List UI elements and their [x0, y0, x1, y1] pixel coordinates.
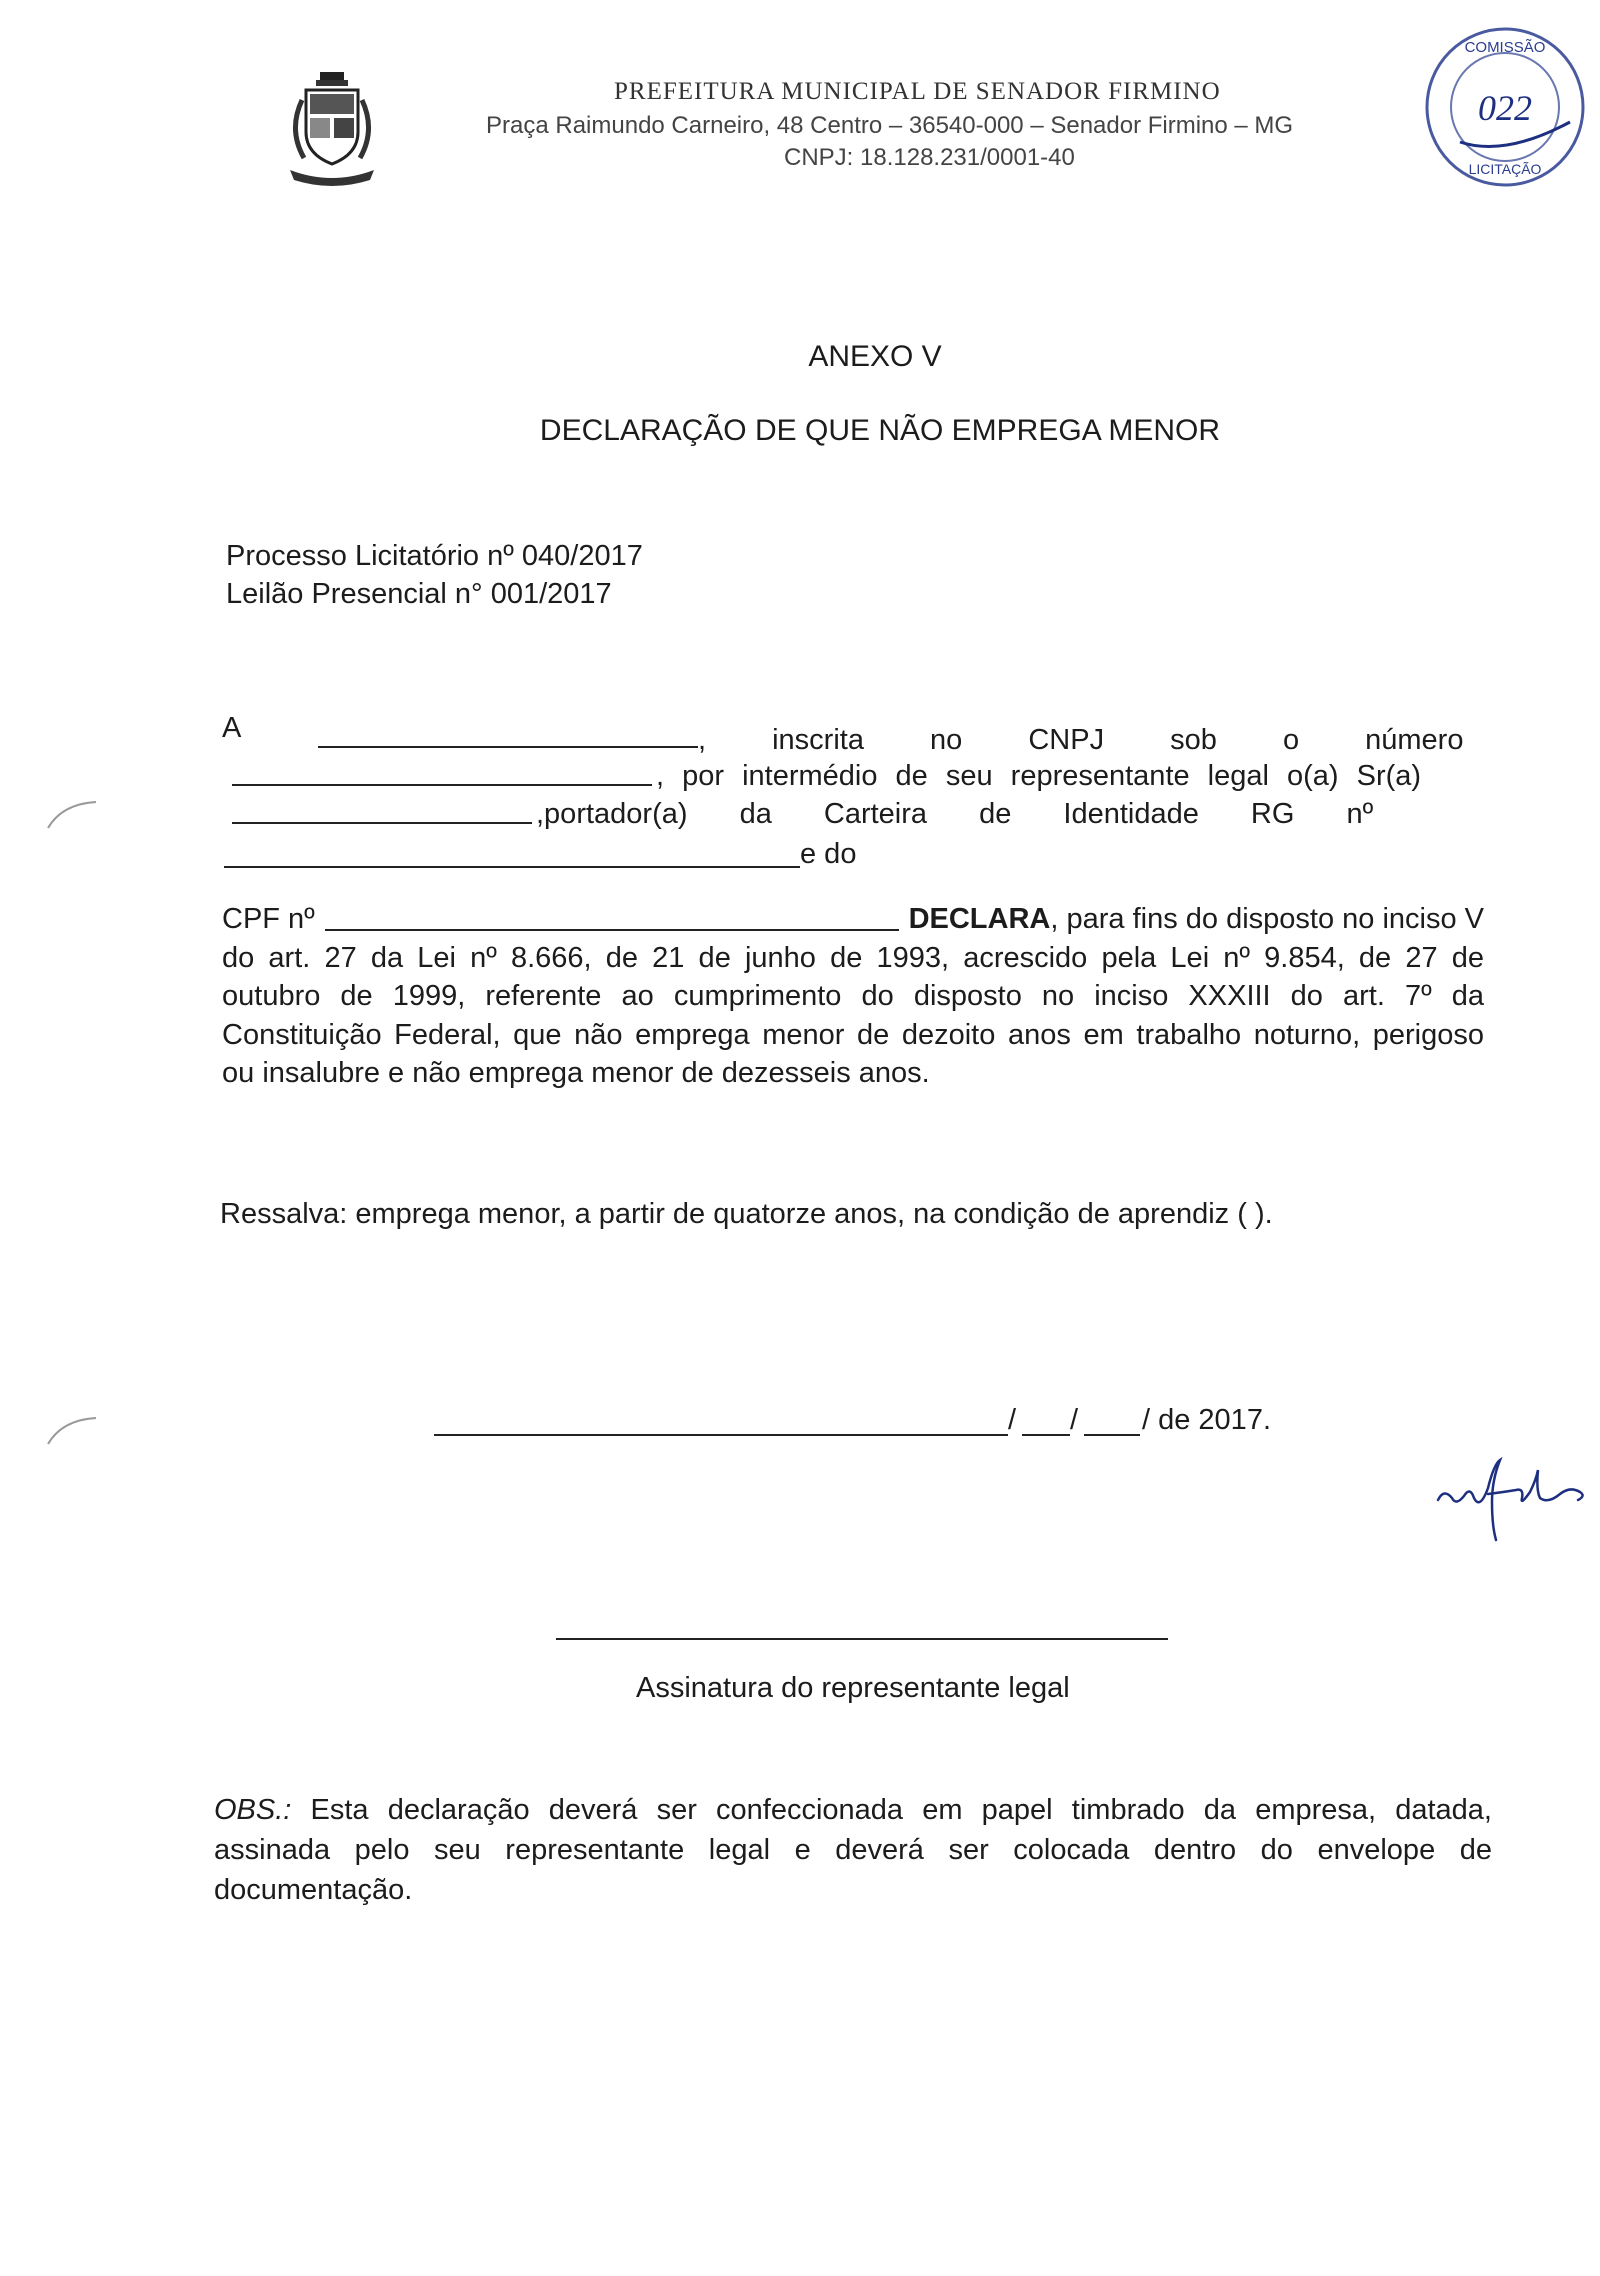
municipality-address: Praça Raimundo Carneiro, 48 Centro – 36540-000 – Senador Firmino – MG: [486, 112, 1294, 139]
form-prefix-a: A: [222, 712, 242, 744]
obs-label: OBS.:: [214, 1794, 292, 1826]
date-slash-2: /: [1070, 1404, 1079, 1436]
obs-line-1: [214, 1790, 1492, 1830]
declara-keyword: DECLARA: [908, 903, 1051, 935]
cnpj-number-blank: [232, 784, 652, 786]
declaration-line-1-rest: , para fins do disposto no inciso V: [1050, 903, 1484, 935]
company-name-blank: [318, 746, 698, 748]
form-row1-text: , inscrita no CNPJ sob o número: [698, 724, 1464, 756]
date-slash-1: /: [1008, 1404, 1017, 1436]
signature-label: Assinatura do representante legal: [636, 1672, 1070, 1704]
commission-stamp: [1420, 22, 1590, 192]
obs-line-3: documentação.: [214, 1874, 413, 1906]
day-blank: [1022, 1434, 1070, 1436]
declaration-line-5: ou insalubre e não emprega menor de dezesseis anos.: [222, 1057, 930, 1089]
signature-blank: [556, 1638, 1168, 1640]
process-licitatorio: Processo Licitatório nº 040/2017: [226, 540, 643, 572]
declaration-line-2: do art. 27 da Lei nº 8.666, de 21 de junho de 1993, acrescido pela Lei nº 9.854, de 27 de: [222, 941, 1484, 974]
representative-name-blank: [232, 822, 532, 824]
handwritten-initials: [1430, 1440, 1590, 1550]
svg-text:LICITAÇÃO: LICITAÇÃO: [1468, 161, 1542, 177]
hole-punch-mark: [42, 796, 102, 836]
declaration-line-4: Constituição Federal, que não emprega menor de dezoito anos em trabalho noturno, perigoso: [222, 1018, 1484, 1051]
coat-of-arms-logo: [284, 70, 380, 188]
cpf-label: CPF nº: [222, 903, 315, 935]
annex-heading: ANEXO V: [808, 340, 942, 373]
obs-line-2: assinada pelo seu representante legal e deverá ser colocada dentro do envelope de: [214, 1834, 1492, 1866]
process-leilao: Leilão Presencial n° 001/2017: [226, 578, 612, 610]
obs-line-1-text: Esta declaração deverá ser confeccionada em papel timbrado da empresa, datada,: [310, 1794, 1492, 1826]
hole-punch-mark: [42, 1412, 102, 1452]
month-blank: [1084, 1434, 1140, 1436]
date-year-suffix: / de 2017.: [1142, 1404, 1271, 1436]
ressalva-text: Ressalva: emprega menor, a partir de quatorze anos, na condição de aprendiz ( ).: [220, 1198, 1273, 1230]
declaration-line-1: [222, 900, 1484, 939]
municipality-title: PREFEITURA MUNICIPAL DE SENADOR FIRMINO: [614, 78, 1221, 105]
svg-text:022: 022: [1478, 88, 1532, 128]
municipality-cnpj: CNPJ: 18.128.231/0001-40: [784, 144, 1075, 171]
rg-number-blank: [224, 866, 800, 868]
svg-text:COMISSÃO: COMISSÃO: [1464, 39, 1546, 56]
declaration-line-3: outubro de 1999, referente ao cumprimento do disposto no inciso XXXIII do art. 7º da: [222, 980, 1484, 1012]
declaration-paragraph: [222, 900, 1484, 1093]
declaration-title: DECLARAÇÃO DE QUE NÃO EMPREGA MENOR: [539, 414, 1221, 447]
observation-paragraph: [214, 1790, 1492, 1910]
form-row4-text: e do: [800, 838, 857, 870]
cpf-number-blank: [325, 929, 899, 931]
city-date-blank: [434, 1434, 1008, 1436]
form-row3-text: ,portador(a) da Carteira de Identidade RG nº: [536, 798, 1374, 830]
form-row2-text: , por intermédio de seu representante legal o(a) Sr(a): [656, 760, 1422, 792]
